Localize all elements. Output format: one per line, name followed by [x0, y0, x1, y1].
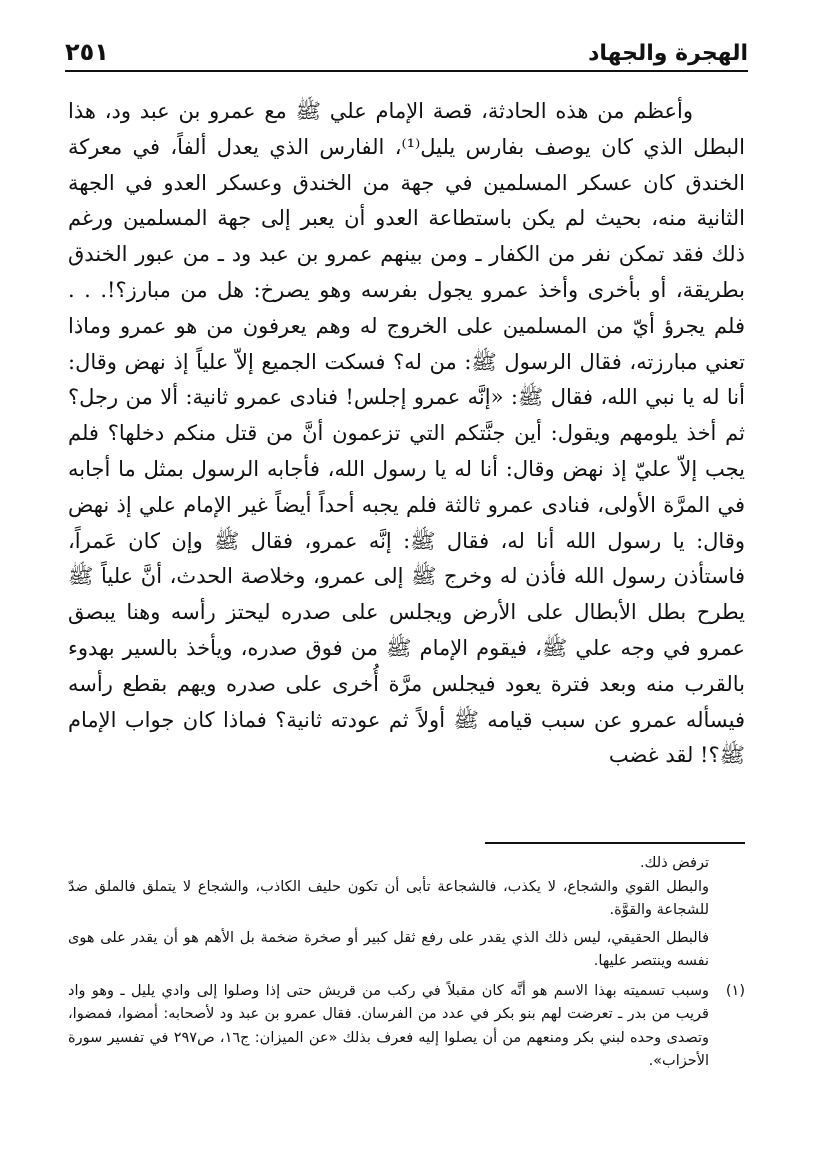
footnote-1	[68, 980, 745, 1074]
running-title: الهجرة والجهاد	[588, 41, 748, 66]
footnotes	[68, 852, 745, 1074]
footnote-1-text: وسبب تسميته بهذا الاسم هو أنَّه كان مقبلاً في ركب من قريش حتى إذا وصلوا إلى وادي يليل ـ وهو واد قريب من بدر ـ تعرضت لهم بنو بكر في عدد من الفرسان. فقال عمرو بن عبد ود لأصحابه: أمضوا، فمضوا، وتصدى وحده لبني بكر ومنعهم من أن يصلوا إليه فعرف بذلك «عن الميزان: ج١٦، ص٢٩٧ في تفسير سورة الأحزاب».	[68, 982, 710, 1069]
footnote-continuation-1: ترفض ذلك.	[639, 855, 709, 871]
footnote-1-marker: (١)	[725, 982, 745, 999]
footnote-continuation-3: فالبطل الحقيقي، ليس ذلك الذي يقدر على رفع ثقل كبير أو صخرة ضخمة بل الأهم هو أن يقدر على هوى نفسه وينتصر عليها.	[68, 929, 709, 969]
page-header	[65, 30, 748, 72]
body-paragraph: وأعظم من هذه الحادثة، قصة الإمام علي ﷺ مع عمرو بن عبد ود، هذا البطل الذي كان يوصف بفارس يليل⁽¹⁾، الفارس الذي يعدل ألفاً، في معركة الخندق كان عسكر المسلمين في جهة من الخندق وعسكر العدو في الجهة الثانية منه، بحيث لم يكن باستطاعة العدو أن يعبر إلى جهة المسلمين ورغم ذلك فقد تمكن نفر من الكفار ـ ومن بينهم عمرو بن عبد ود ـ من عبور الخندق بطريقة، أو بأخرى وأخذ عمرو يجول بفرسه وهو يصرخ: هل من مبارز؟!. . . فلم يجرؤ أيّ من المسلمين على الخروج له وهم يعرفون من هو عمرو وماذا تعني مبارزته، فقال الرسول ﷺ: من له؟ فسكت الجميع إلاّ علياً إذ نهض وقال: أنا له يا نبي الله، فقال ﷺ: «إنَّه عمرو إجلس! فنادى عمرو ثانية: ألا من رجل؟ ثم أخذ يلومهم ويقول: أين جنَّتكم التي تزعمون أنَّ من قتل منكم دخلها؟ فلم يجب إلاّ عليّ إذ نهض وقال: أنا له يا رسول الله، فأجابه الرسول بمثل ما أجابه في المرَّة الأولى، فنادى عمرو ثالثة فلم يجبه أحداً أيضاً غير الإمام علي إذ نهض وقال: يا رسول الله أنا له، فقال ﷺ: إنَّه عمرو، فقال ﷺ وإن كان عَمراً، فاستأذن رسول الله فأذن له وخرج ﷺ إلى عمرو، وخلاصة الحدث، أنَّ علياً ﷺ يطرح بطل الأبطال على الأرض ويجلس على صدره ليحتز رأسه وهنا يبصق عمرو في وجه علي ﷺ، فيقوم الإمام ﷺ من فوق صدره، ويأخذ بالسير بهدوء بالقرب منه وبعد فترة يعود فيجلس مرَّة أُخرى على صدره ويهم بقطع رأسه فيسأله عمرو عن سبب قيامه ﷺ أولاً ثم عودته ثانية؟ فماذا كان جواب الإمام ﷺ؟! لقد غضب	[68, 99, 745, 768]
footnote-separator	[485, 842, 745, 844]
page-number: ٢٥١	[65, 38, 109, 66]
footnote-continuation-2: والبطل القوي والشجاع، لا يكذب، فالشجاعة تأبى أن تكون حليف الكاذب، والشجاع لا يتملق فالملق ضدّ للشجاعة والقوَّة.	[68, 878, 709, 918]
main-text	[68, 94, 745, 774]
